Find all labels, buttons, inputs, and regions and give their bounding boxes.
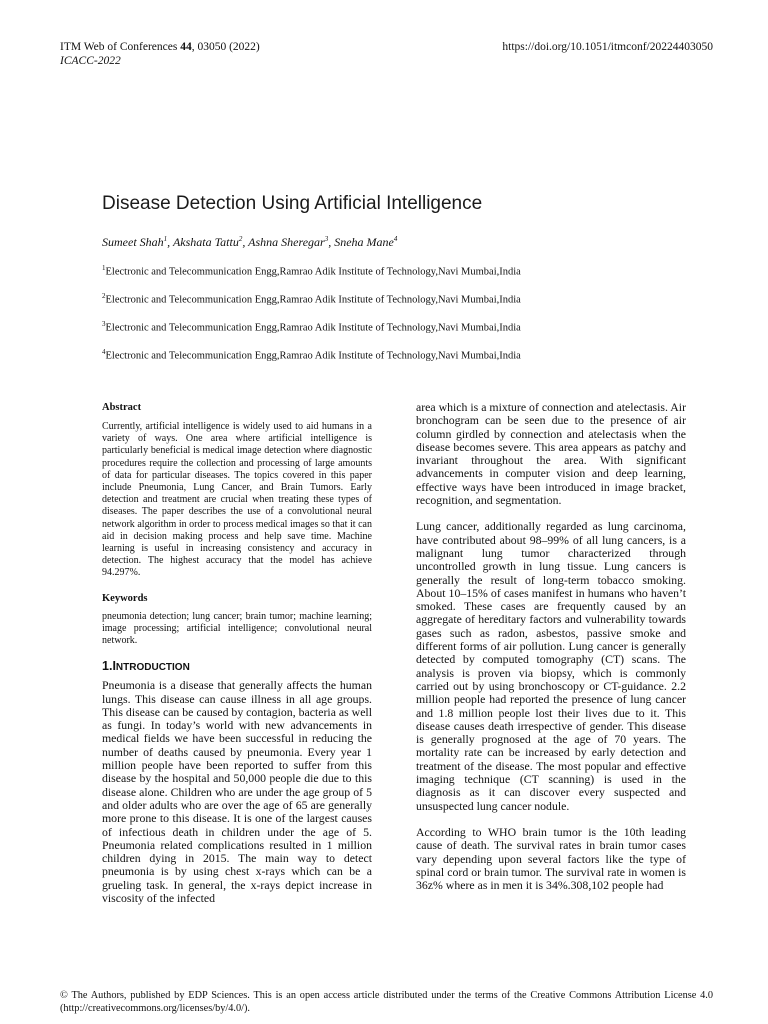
paper-title: Disease Detection Using Artificial Intelligence — [102, 193, 483, 214]
paragraph: area which is a mixture of connection and atelectasis. Air bronchogram can be seen due to the presence of air column girdled by connection and atelectasis when the disease becomes severe. This area appears as patchy and invariant throughout the area. With significant advancements in computer vision and deep learning, effective ways have been introduced in image bracket, recognition, and segmentation. — [416, 400, 686, 508]
doi-link[interactable]: https://doi.org/10.1051/itmconf/20224403050 — [502, 41, 713, 53]
right-column — [416, 401, 686, 905]
author-name: Akshata Tattu — [172, 235, 239, 249]
affiliation: $^4$Electronic and Telecommunication Engg,Ramrao Adik Institute of Technology,Navi Mumbai,India — [102, 348, 521, 362]
left-column — [102, 402, 372, 905]
affiliation: $^3$Electronic and Telecommunication Engg,Ramrao Adik Institute of Technology,Navi Mumbai,India — [102, 320, 521, 334]
paragraph: According to WHO brain tumor is the 10th leading cause of death. The survival rates in brain tumor cases vary depending upon several factors like the type of spinal cord or brain tumor. The survival rate in women is 36z% where as in men it is 34%.308,102 people had — [416, 824, 686, 893]
author-list: Sumeet Shah$^1$, Akshata Tattu$^2$, Ashna Sheregar$^3$, Sneha Mane$^4$ — [102, 235, 398, 249]
abstract-heading: Abstract — [102, 402, 142, 413]
conference-name: ICACC-2022 — [60, 55, 121, 67]
paragraph: Lung cancer, additionally regarded as lung carcinoma, have contributed about 98–99% of all lung cancers, is a malignant lung tumor characterized through uncontrolled growth in lung tissue. Lung cancers is generally the result of long-term tobacco smoking. About 10–15% of cases manifest in humans who haven’t smoked. These cases are frequently caused by an aggregate of hereditary factors and vulnerability towards gases such as radon, asbestos, passive smoke and different forms of air pollution. Lung cancer is generally detected by computed tomography (CT) scans. The analysis is proven via biopsy, which is commonly carried out by using bronchoscopy or CT-guidance. 2.2 million people had reported the presence of lung cancer and 1.8 million people lost their lives due to it. This disease causes death irrespective of gender. This disease is generally prognosed at the age of 70 years. The mortality rate can be increased by early detection and treatment of the disease. The most popular and effective imaging technique (CT scanning) is used in the diagnosis as it can discover every suspected and unsuspected lung cancer nodule. — [416, 519, 686, 813]
abstract-text: Currently, artificial intelligence is widely used to aid humans in a variety of ways. One area where artificial intelligence is particularly beneficial is medical image detection where diagnostic procedures require the collection and processing of large amounts of data for particular diseases. The topics covered in this paper include Pneumonia, Lung Cancer, and Brain Tumors. Early detection and treatment are crucial when treating these types of diseases. The paper describes the use of a convolutional neural network algorithm in order to process medical images so that it can aid in decision making process and help save time. Machine learning is useful in increasing consistency and accuracy in detection. The highest accuracy that the model has achieve 94.297%. — [102, 421, 372, 579]
author-name: Ashna Sheregar — [248, 235, 325, 249]
section-heading-introduction: 1.INTRODUCTION — [102, 659, 190, 674]
running-header-left — [60, 40, 260, 68]
keywords-heading: Keywords — [102, 592, 148, 604]
intro-paragraph: Pneumonia is a disease that generally affects the human lungs. This disease can cause illness in all age groups. This disease can be caused by contagion, bacteria as well as fungi. In today’s world with new advancements in medical fields we have been successful in reducing the number of deaths caused by pneumonia. Every year 1 million people have been reported to suffer from this disease by the hospital and 50,000 people die due to this disease alone. Children who are under the age group of 5 and older adults who are over the age of 65 are generally more prone to this disease. It is one of the largest causes of infectious death in children under the age of 5. Pneumonia related complications resulted in 1 million children dying in 2015. The main way to detect pneumonia is by using chest x-rays which can be a grueling task. In general, the x-rays depict increase in viscosity of the infected — [102, 678, 372, 905]
affiliation: $^2$Electronic and Telecommunication Engg,Ramrao Adik Institute of Technology,Navi Mumbai,India — [102, 292, 521, 306]
author-name: Sneha Mane — [334, 235, 394, 249]
affiliation: $^1$Electronic and Telecommunication Engg,Ramrao Adik Institute of Technology,Navi Mumbai,India — [102, 264, 521, 278]
journal-citation: ITM Web of Conferences 44, 03050 (2022) — [60, 41, 260, 53]
license-footer: © The Authors, published by EDP Sciences. This is an open access article distributed under the terms of the Creative Commons Attribution License 4.0 (http://creativecommons.org/licenses/by/4.0/). — [60, 990, 713, 1014]
author-name: Sumeet Shah — [102, 235, 164, 249]
keywords-text: pneumonia detection; lung cancer; brain tumor; machine learning; image processing; artificial intelligence; convolutional neural network. — [102, 610, 372, 647]
